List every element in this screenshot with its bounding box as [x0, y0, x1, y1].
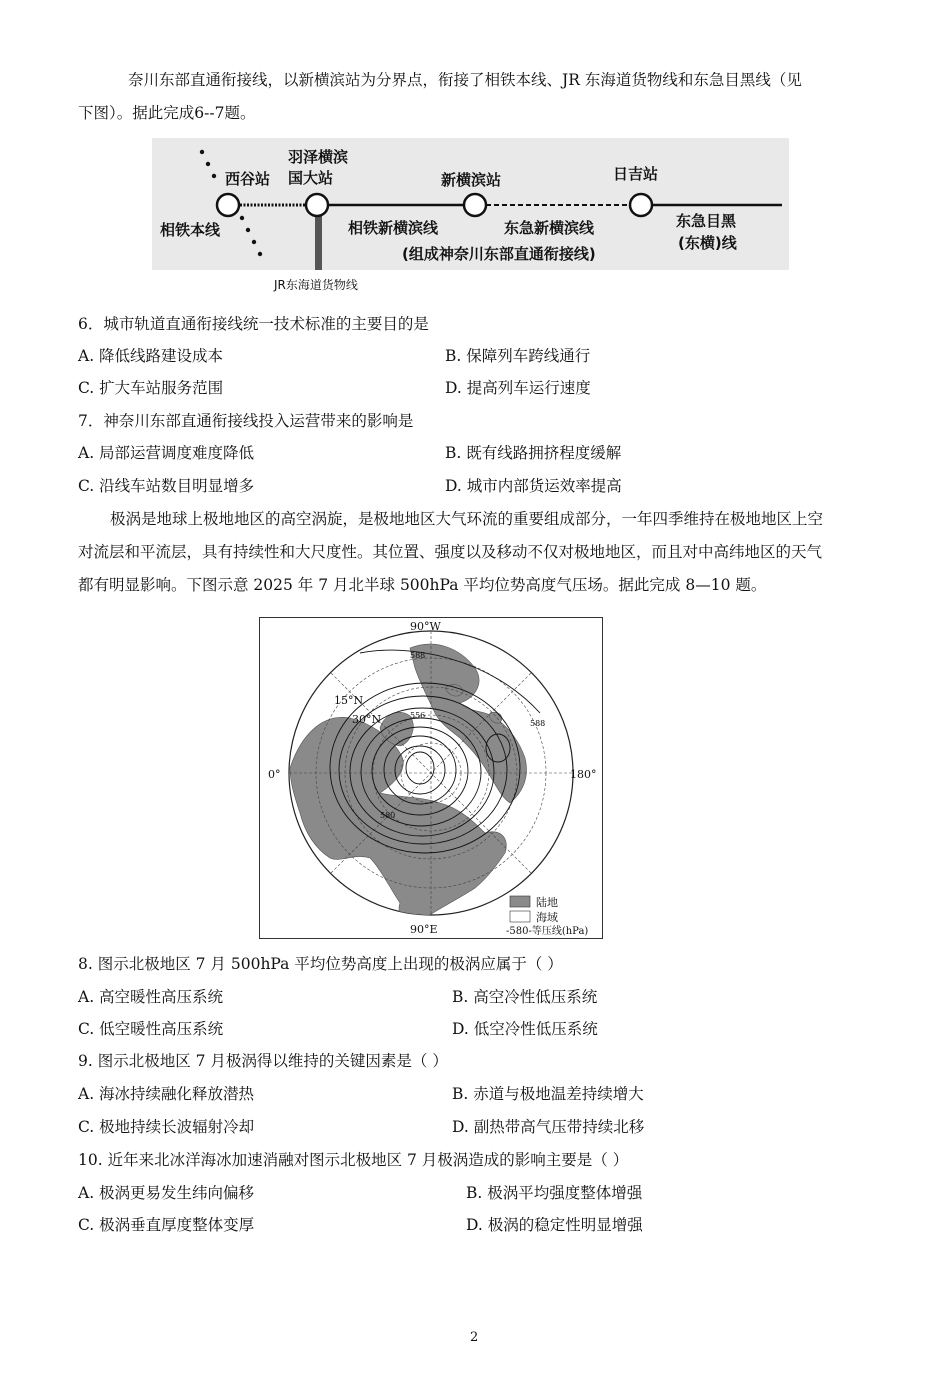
- map-label-30n: 30°N: [352, 713, 382, 726]
- legend-land-swatch: [510, 896, 530, 907]
- intro-rail-line-1: 奈川东部直通衔接线，以新横滨站为分界点，衔接了相铁本线、JR 东海道货物线和东急目黑线（见: [128, 71, 802, 89]
- q6-option-d: D. 提高列车运行速度: [445, 379, 591, 397]
- q6-option-c: C. 扩大车站服务范围: [78, 379, 224, 397]
- q10-stem: 10. 近年来北冰洋海冰加速消融对图示北极地区 7 月极涡造成的影响主要是（ ）: [78, 1151, 629, 1169]
- q7-option-c: C. 沿线车站数目明显增多: [78, 477, 255, 495]
- q10-option-d: D. 极涡的稳定性明显增强: [466, 1216, 643, 1234]
- q6-stem: 6．城市轨道直通衔接线统一技术标准的主要目的是: [78, 315, 429, 333]
- q7-option-a: A. 局部运营调度难度降低: [78, 444, 255, 462]
- station-shinyokohama-marker: [464, 194, 486, 216]
- isobar-label-588-right: 588: [530, 719, 546, 728]
- legend-land-label: 陆地: [536, 896, 558, 909]
- legend-sea-label: 海域: [536, 911, 558, 924]
- label-sotetsu-shinyokohama: 相铁新横滨线: [348, 219, 439, 237]
- rail-line-diagram: [152, 138, 789, 270]
- q8-option-c: C. 低空暖性高压系统: [78, 1020, 224, 1038]
- map-label-90w: 90°W: [410, 620, 441, 633]
- label-hazawa-1: 羽泽横滨: [288, 148, 349, 166]
- q6-option-a: A. 降低线路建设成本: [78, 347, 224, 365]
- legend-isobar-label: -580-等压线(hPa): [506, 926, 589, 937]
- label-nishiya: 西谷站: [225, 170, 271, 188]
- rail-diagram-caption: JR东海道货物线: [274, 278, 358, 292]
- q9-option-a: A. 海冰持续融化释放潜热: [78, 1085, 255, 1103]
- label-tokyu-meguro: 东急目黑: [676, 212, 737, 230]
- intro-vortex-line-1: 极涡是地球上极地地区的高空涡旋，是极地地区大气环流的重要组成部分，一年四季维持在极地地区上空: [110, 510, 824, 528]
- q9-option-b: B. 赤道与极地温差持续增大: [452, 1085, 644, 1103]
- intro-paragraph-vortex: [78, 503, 883, 602]
- q9-option-d: D. 副热带高气压带持续北移: [452, 1118, 645, 1136]
- isobar-label-588-top: 588: [410, 651, 426, 660]
- intro-paragraph-rail: [78, 64, 878, 130]
- station-hazawa-marker: [306, 194, 328, 216]
- q7-stem: 7．神奈川东部直通衔接线投入运营带来的影响是: [78, 412, 414, 430]
- q6-option-b: B. 保障列车跨线通行: [445, 347, 591, 365]
- map-label-0: 0°: [268, 768, 281, 781]
- station-nishiya-marker: [217, 194, 239, 216]
- q8-stem: 8. 图示北极地区 7 月 500hPa 平均位势高度上出现的极涡应属于（ ）: [78, 955, 563, 973]
- legend-sea-swatch: [510, 911, 530, 922]
- intro-vortex-line-2: 对流层和平流层，具有持续性和大尺度性。其位置、强度以及移动不仅对极地地区，而且对中高纬地区的天气: [78, 543, 823, 561]
- page-number: 2: [470, 1330, 479, 1345]
- label-toyoko: (东横)线: [678, 234, 737, 252]
- map-label-15n: 15°N: [334, 694, 364, 707]
- isobar-label-580: 580: [380, 811, 396, 820]
- label-hiyoshi: 日吉站: [613, 165, 659, 183]
- station-hiyoshi-marker: [630, 194, 652, 216]
- q10-option-a: A. 极涡更易发生纬向偏移: [78, 1184, 255, 1202]
- q9-option-c: C. 极地持续长波辐射冷却: [78, 1118, 255, 1136]
- label-hazawa-2: 国大站: [288, 169, 334, 187]
- intro-rail-line-2: 下图）。据此完成6--7题。: [78, 104, 256, 122]
- q10-option-b: B. 极涡平均强度整体增强: [466, 1184, 643, 1202]
- q8-option-d: D. 低空冷性低压系统: [452, 1020, 598, 1038]
- q8-option-a: A. 高空暖性高压系统: [78, 988, 224, 1006]
- q9-stem: 9. 图示北极地区 7 月极涡得以维持的关键因素是（ ）: [78, 1052, 448, 1070]
- q7-option-b: B. 既有线路拥挤程度缓解: [445, 444, 622, 462]
- q7-option-d: D. 城市内部货运效率提高: [445, 477, 622, 495]
- q8-option-b: B. 高空冷性低压系统: [452, 988, 598, 1006]
- map-label-90e: 90°E: [410, 923, 438, 936]
- label-tokyu-shinyokohama: 东急新横滨线: [504, 219, 595, 237]
- intro-vortex-line-3: 都有明显影响。下图示意 2025 年 7 月北半球 500hPa 平均位势高度气压场。据此完成 8—10 题。: [78, 576, 767, 594]
- q10-option-c: C. 极涡垂直厚度整体变厚: [78, 1216, 255, 1234]
- map-label-180: 180°: [570, 768, 597, 781]
- polar-pressure-map: [259, 617, 603, 939]
- isobar-label-556: 556: [410, 711, 426, 720]
- label-shinyokohama: 新横滨站: [441, 171, 502, 189]
- label-composition-note: (组成神奈川东部直通衔接线): [402, 245, 596, 263]
- label-sotetsu-main: 相铁本线: [160, 221, 221, 239]
